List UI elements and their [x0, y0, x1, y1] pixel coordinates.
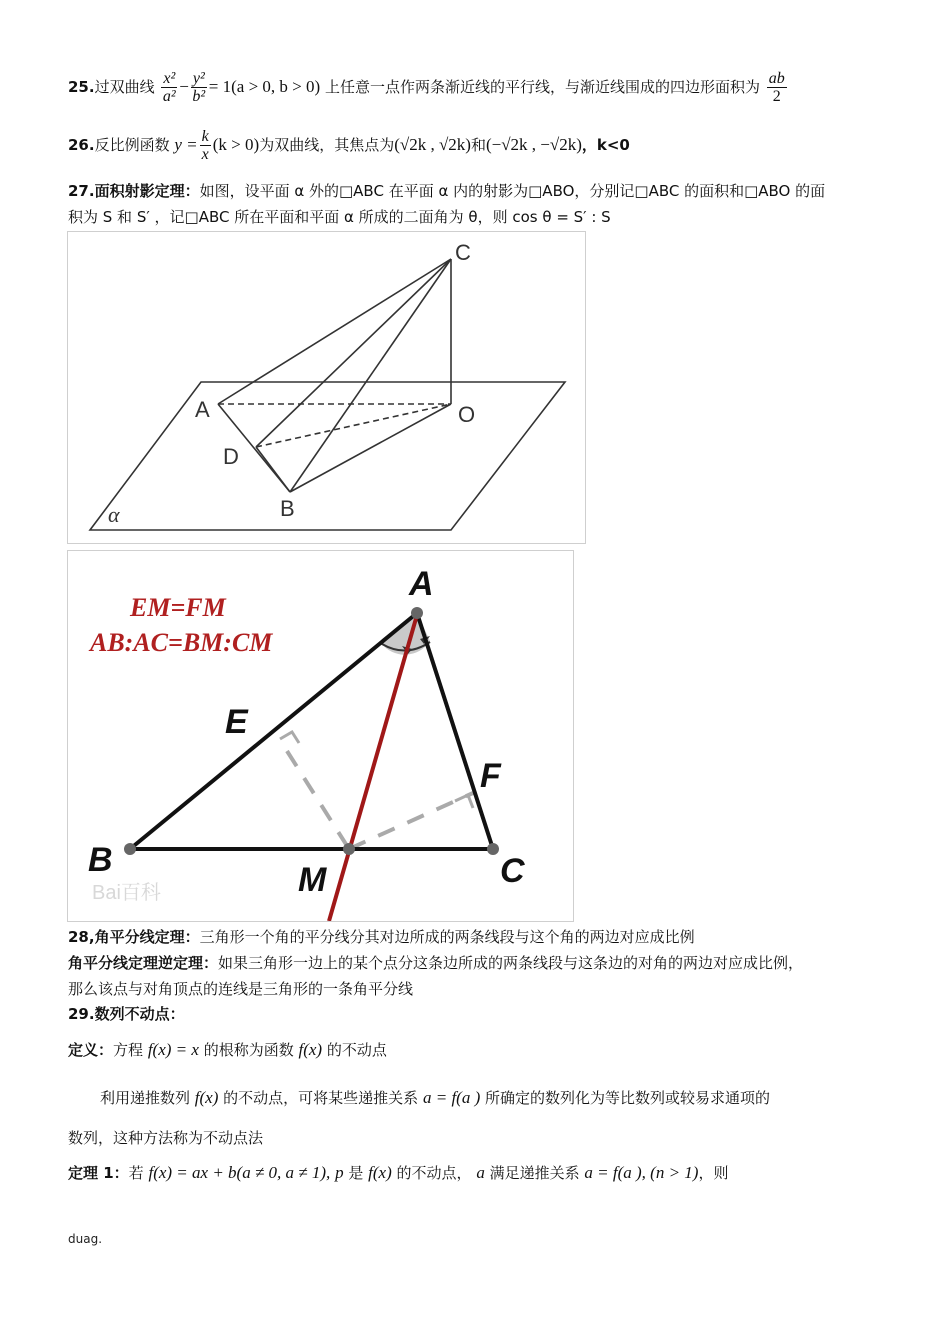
text: 方程	[113, 1041, 144, 1059]
item-29-paragraph2	[68, 1128, 263, 1148]
footer-text: duag.	[68, 1232, 103, 1246]
text: 的不动点，可将某些递推关系	[223, 1089, 419, 1107]
label-F: F	[480, 757, 501, 795]
numerator: k	[201, 128, 209, 145]
text: 为双曲线，其焦点为	[259, 136, 395, 154]
item-29-title	[68, 1004, 185, 1024]
edge-BO	[290, 404, 451, 492]
item-28-line2	[68, 953, 803, 973]
item-29-definition	[68, 1040, 387, 1060]
label-B: B	[280, 496, 295, 521]
right-angle-mark	[455, 795, 473, 808]
theorem-title: 28,角平分线定理：	[68, 928, 200, 946]
text: 三角形一个角的平分线分其对边所成的两条线段与这个角的两边对应成比例	[199, 928, 695, 946]
text: 过双曲线	[94, 78, 155, 96]
equation: f(x)	[298, 1040, 323, 1059]
point-C	[487, 843, 499, 855]
fraction	[191, 70, 207, 105]
condition: (k > 0)	[212, 135, 260, 154]
equation-em-fm: EM=FM	[130, 593, 226, 622]
equation: y =	[174, 135, 198, 154]
perpendicular-MF	[349, 793, 473, 849]
theorem-title: 27.面积射影定理：	[68, 182, 200, 200]
item-27-line1	[68, 181, 825, 201]
section-title: 29.数列不动点：	[68, 1005, 185, 1023]
item-number: 25.	[68, 78, 95, 96]
denominator: x	[201, 146, 209, 163]
focus-1: (√2k , √2k)	[394, 135, 471, 154]
angle-bisector-diagram	[68, 551, 573, 921]
text: 积为 S 和 S′ ，记□ABC 所在平面和平面 α 所成的二面角为 θ，则 cos θ = S′ : S	[68, 208, 611, 226]
label-A: A	[195, 397, 210, 422]
projection-figure	[67, 231, 586, 544]
definition-label: 定义：	[68, 1041, 114, 1059]
point-M	[343, 843, 355, 855]
equation: f(x) = x	[147, 1040, 199, 1059]
numerator: ab	[768, 70, 785, 87]
projection-diagram	[68, 232, 585, 543]
text: 如图，设平面 α 外的□ABC 在平面 α 内的射影为□ABO，分别记□ABC 的面积和□ABO 的面	[199, 182, 826, 200]
denominator: a²	[162, 88, 176, 105]
equation-ratio: AB:AC=BM:CM	[90, 628, 273, 657]
operator: −	[179, 77, 189, 96]
label-C: C	[455, 240, 471, 265]
label-C: C	[500, 852, 525, 890]
numerator: y²	[192, 70, 205, 87]
recurrence: a = f(a )	[422, 1088, 481, 1107]
bisector-line	[329, 608, 419, 921]
text: ，则	[698, 1164, 729, 1182]
text: 利用递推数列	[100, 1089, 191, 1107]
angle-bisector-figure	[67, 550, 574, 922]
variable: p	[335, 1163, 344, 1182]
perpendicular-ME	[287, 751, 349, 849]
point-A	[411, 607, 423, 619]
item-28-line1	[68, 927, 695, 947]
equation: f(x)	[368, 1163, 392, 1182]
label-E: E	[225, 703, 248, 741]
text: 反比例函数	[94, 136, 170, 154]
item-26	[68, 128, 630, 163]
label-A: A	[409, 565, 434, 603]
item-29-paragraph1	[100, 1088, 770, 1108]
equation: f(x) = ax + b(a ≠ 0, a ≠ 1),	[148, 1163, 331, 1182]
label-alpha: α	[108, 502, 120, 527]
fraction	[200, 128, 211, 163]
label-M: M	[298, 861, 327, 899]
area-fraction	[767, 70, 787, 105]
recurrence: a = f(a ), (n > 1)	[584, 1163, 699, 1182]
point-B	[124, 843, 136, 855]
plane-alpha	[90, 382, 565, 530]
item-27-line2	[68, 207, 611, 227]
condition: = 1(a > 0, b > 0)	[208, 77, 321, 96]
label-B: B	[88, 841, 113, 879]
text: 的不动点，	[396, 1164, 472, 1182]
label-O: O	[458, 402, 476, 427]
equation: f(x)	[194, 1088, 219, 1107]
text: 若	[128, 1164, 144, 1182]
edge-DB	[256, 447, 290, 492]
item-number: 26.	[68, 136, 95, 154]
fraction	[161, 70, 177, 105]
right-angle-mark	[280, 732, 299, 743]
text: 满足递推关系	[489, 1164, 580, 1182]
denominator: b²	[192, 88, 206, 105]
theorem-label: 定理 1：	[68, 1164, 129, 1182]
item-25	[68, 70, 789, 105]
text: 和	[470, 136, 486, 154]
numerator: x²	[163, 70, 176, 87]
item-28-line3	[68, 979, 413, 999]
text: ，k<0	[581, 136, 630, 154]
text: 所确定的数列化为等比数列或较易求通项的	[485, 1089, 771, 1107]
text: 是	[348, 1164, 364, 1182]
text: 数列，这种方法称为不动点法	[68, 1129, 264, 1147]
text: 如果三角形一边上的某个点分这条边所成的两条线段与这条边的对角的两边对应成比例，	[218, 954, 804, 972]
theorem-title: 角平分线定理逆定理：	[68, 954, 219, 972]
edge-CD	[256, 259, 451, 447]
edge-DO-dashed	[256, 404, 451, 447]
edge-CB	[290, 259, 451, 492]
side-AC	[417, 613, 493, 849]
watermark: Bai百科	[92, 882, 161, 904]
text: 那么该点与对角顶点的连线是三角形的一条角平分线	[68, 980, 414, 998]
variable: a	[476, 1163, 485, 1182]
focus-2: (−√2k , −√2k)	[485, 135, 582, 154]
text: 上任意一点作两条渐近线的平行线，与渐近线围成的四边形面积为	[324, 78, 760, 96]
text: 的不动点	[326, 1041, 387, 1059]
label-D: D	[223, 444, 239, 469]
item-29-theorem1	[68, 1163, 728, 1183]
text: 的根称为函数	[203, 1041, 294, 1059]
denominator: 2	[772, 88, 781, 105]
